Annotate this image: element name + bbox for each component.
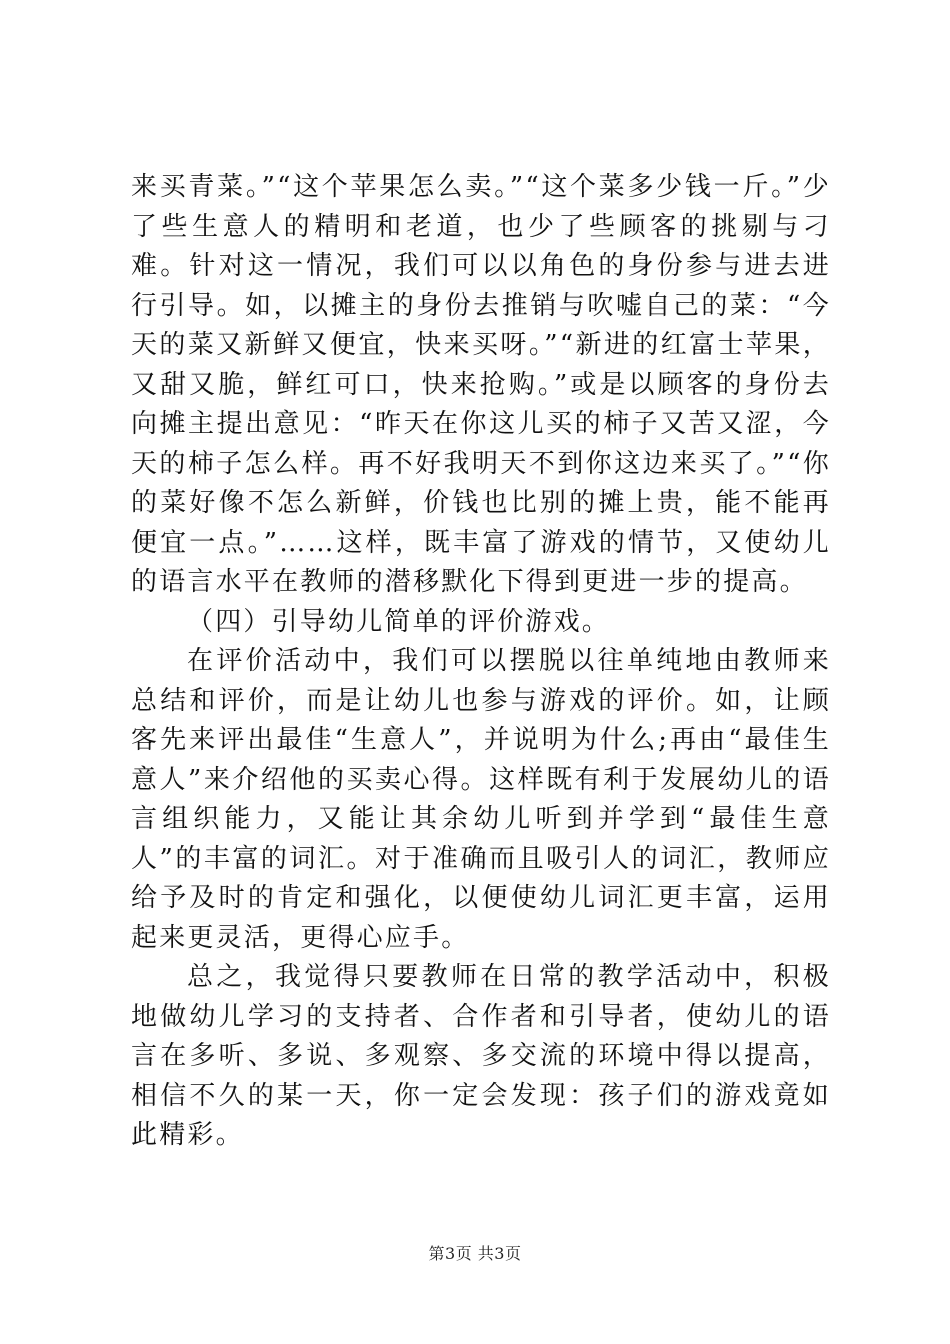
section-heading-evaluation: （四）引导幼儿简单的评价游戏。	[187, 606, 611, 637]
paragraph-conclusion: 总之，我觉得只要教师在日常的教学活动中，积极地做幼儿学习的支持者、合作者和引导者，使幼儿的语言在多听、多说、多观察、多交流的环境中得以提高，相信不久的某一天，你一定会发现：孩子们的游戏竟如此精彩。	[131, 962, 831, 1150]
document-body	[131, 168, 831, 1156]
paragraph-continuation: 来买青菜。”“这个苹果怎么卖。”“这个菜多少钱一斤。”少了些生意人的精明和老道，也少了些顾客的挑剔与刁难。针对这一情况，我们可以以角色的身份参与进去进行引导。如，以摊主的身份去推销与吹嘘自己的菜：“今天的菜又新鲜又便宜，快来买呀。”“新进的红富士苹果，又甜又脆，鲜红可口，快来抢购。”或是以顾客的身份去向摊主提出意见：“昨天在你这儿买的柿子又苦又涩，今天的柿子怎么样。再不好我明天不到你这边来买了。”“你的菜好像不怎么新鲜，价钱也比别的摊上贵，能不能再便宜一点。”……这样，既丰富了游戏的情节，又使幼儿的语言水平在教师的潜移默化下得到更进一步的提高。	[131, 172, 831, 597]
page-footer	[0, 1243, 950, 1265]
paragraph-evaluation: 在评价活动中，我们可以摆脱以往单纯地由教师来总结和评价，而是让幼儿也参与游戏的评价。如，让顾客先来评出最佳“生意人”，并说明为什么;再由“最佳生意人”来介绍他的买卖心得。这样既有利于发展幼儿的语言组织能力，又能让其余幼儿听到并学到“最佳生意人”的丰富的词汇。对于准确而且吸引人的词汇，教师应给予及时的肯定和强化，以便使幼儿词汇更丰富，运用起来更灵活，更得心应手。	[131, 646, 831, 953]
page-number: 第3页 共3页	[428, 1244, 522, 1263]
